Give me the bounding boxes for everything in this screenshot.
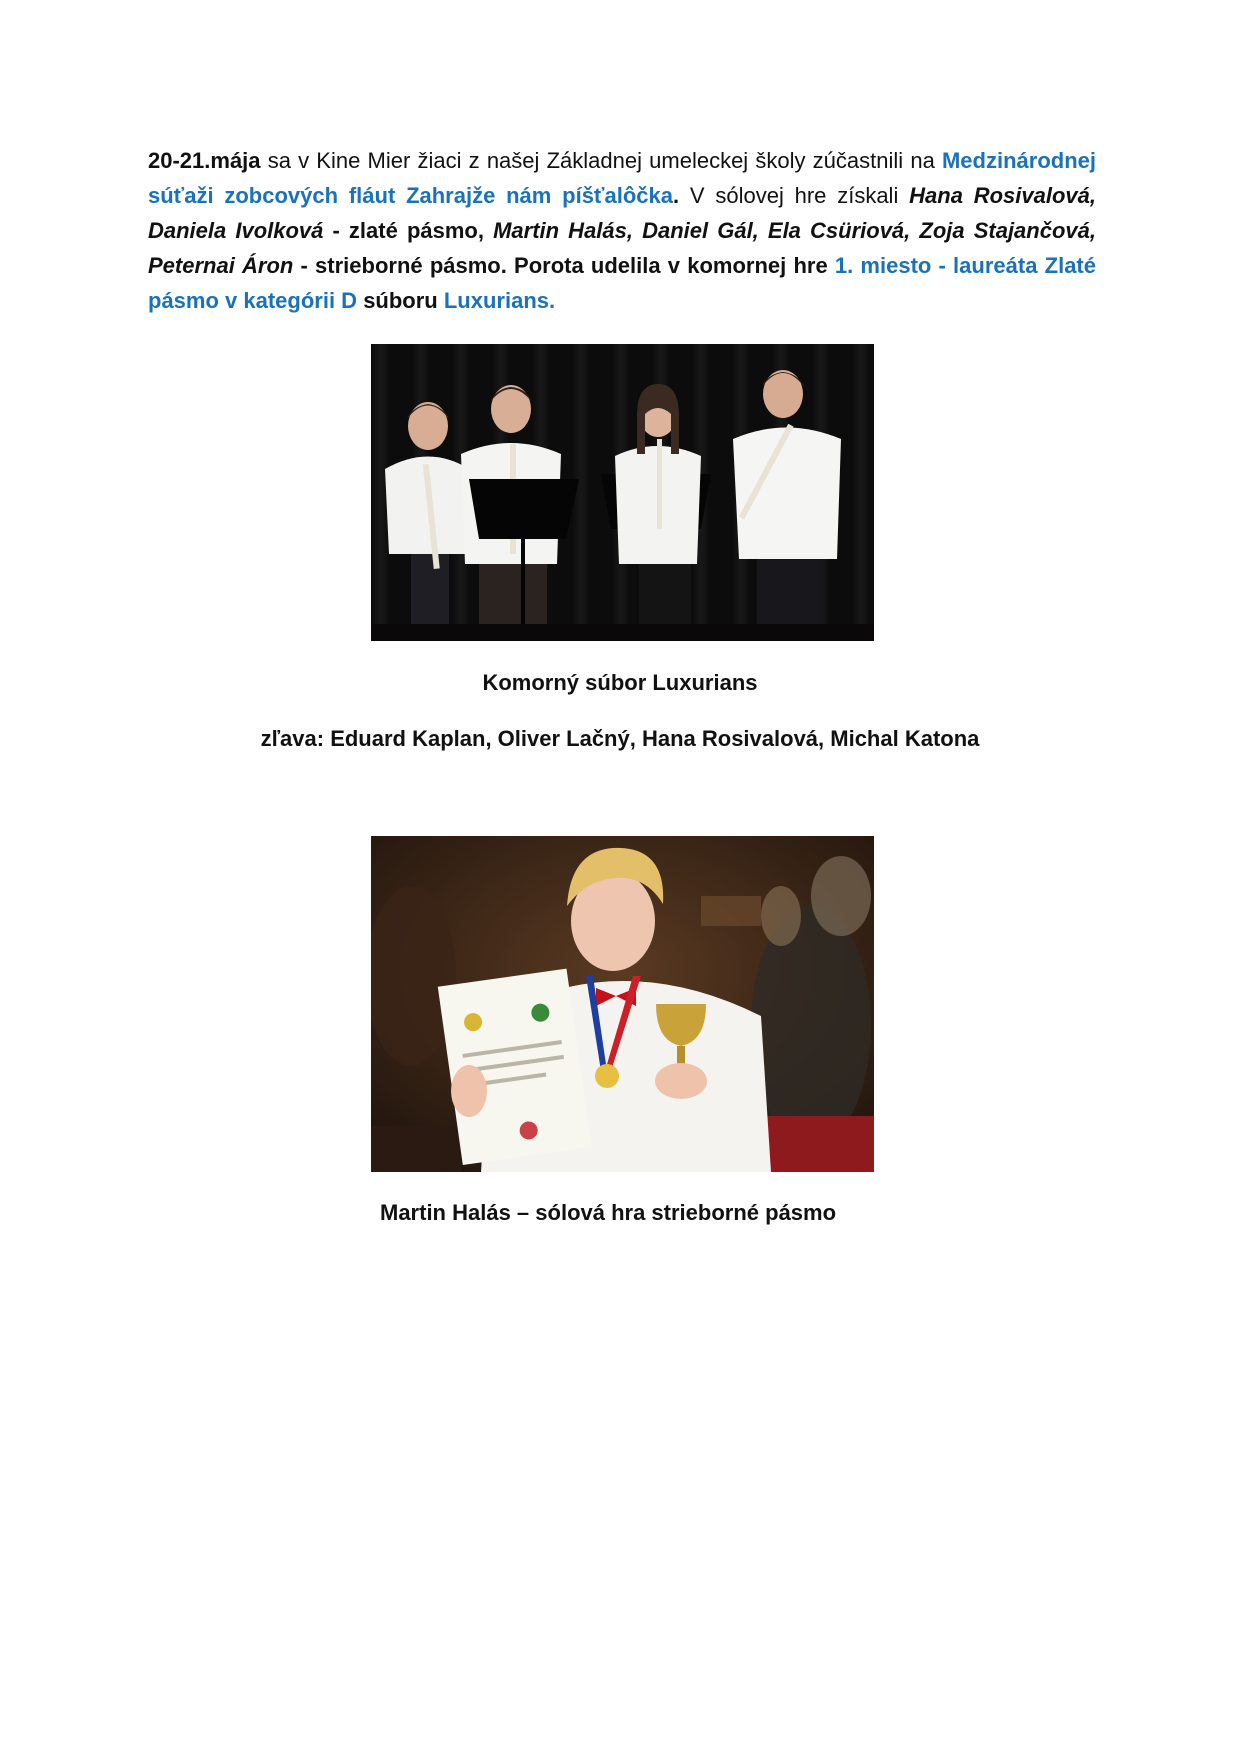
soloist-caption: Martin Halás – sólová hra strieborné pásmo: [380, 1200, 837, 1225]
award-text: 1. miesto - laureáta Zlaté pásmo v kategórii D: [148, 253, 1096, 313]
text: súboru: [357, 288, 444, 313]
ensemble-caption: Komorný súbor Luxurians: [482, 670, 758, 695]
text: - strieborné pásmo. Porota udelila v komornej hre: [293, 253, 835, 278]
soloist-photo-image: [371, 836, 874, 1172]
text: .: [672, 183, 680, 208]
article-paragraph: [148, 143, 1096, 318]
soloist-photo: [371, 836, 874, 1172]
text: sa v Kine Mier žiaci z našej Základnej umeleckej školy zúčastnili na: [260, 148, 942, 173]
competition-name: Medzinárodnej súťaži zobcových fláut Zahrajže nám píšťalôčka: [148, 148, 1096, 208]
text: V sólovej hre získali: [679, 183, 910, 208]
ensemble-photo: [371, 344, 874, 641]
ensemble-name: Luxurians.: [443, 288, 556, 313]
gold-winners: Hana Rosivalová, Daniela Ivolková: [148, 183, 1097, 243]
ensemble-members: zľava: Eduard Kaplan, Oliver Lačný, Hana Rosivalová, Michal Katona: [260, 726, 980, 751]
ensemble-photo-image: [371, 344, 874, 641]
text: - zlaté pásmo,: [323, 218, 494, 243]
silver-winners: Martin Halás, Daniel Gál, Ela Csüriová, Zoja Stajančová, Peternai Áron: [148, 218, 1096, 278]
event-date: 20-21.mája: [148, 148, 261, 173]
